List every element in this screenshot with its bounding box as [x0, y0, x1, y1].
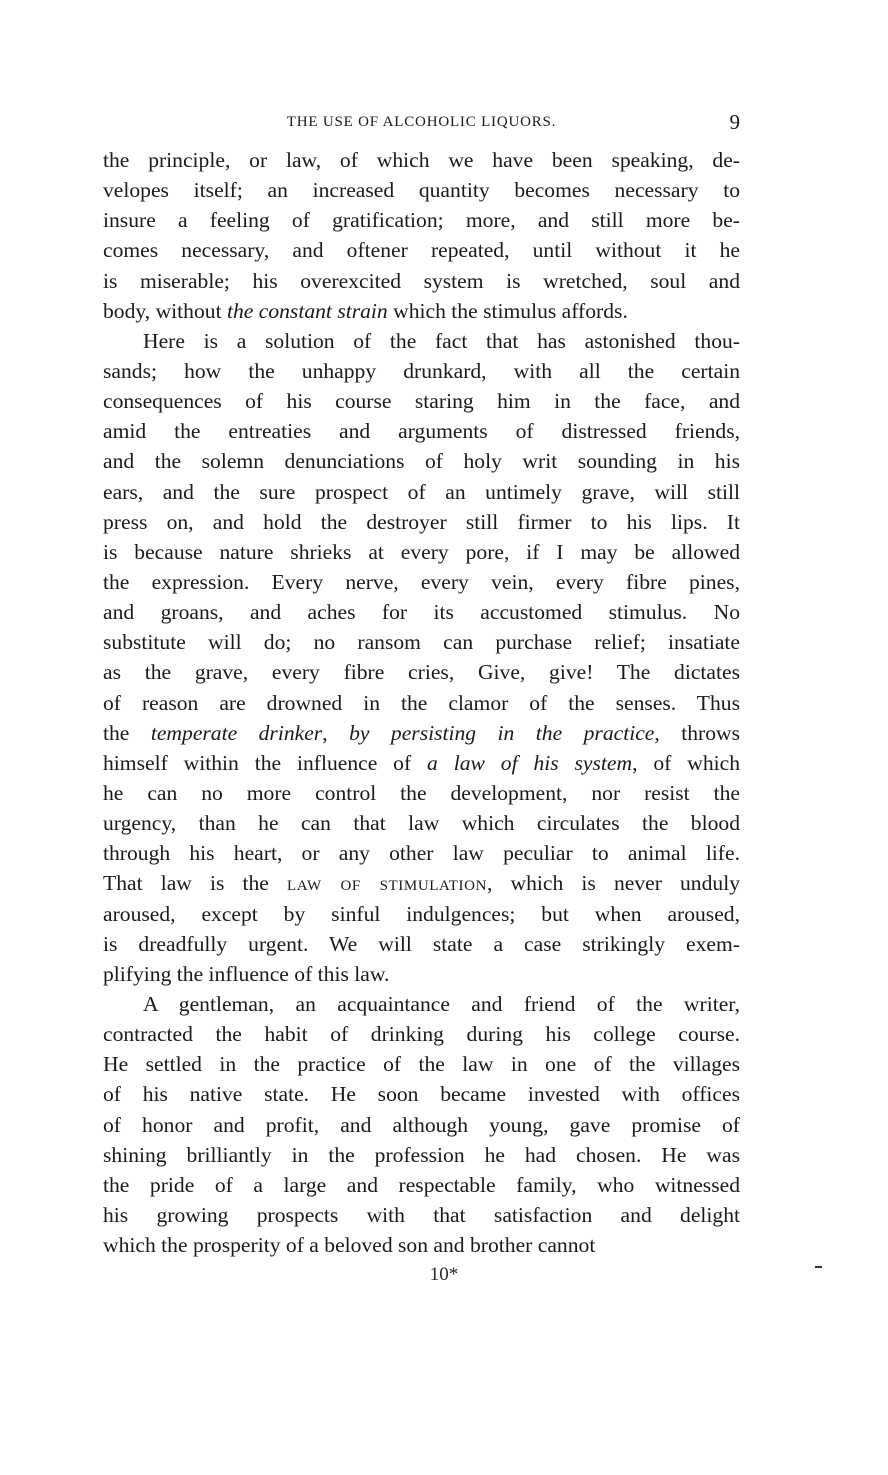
- text-line: [103, 235, 740, 265]
- text-run: press on, and hold the destroyer still firmer to his lips. It: [103, 509, 740, 534]
- text-run: amid the entreaties and arguments of distressed friends,: [103, 419, 740, 444]
- paragraph: [103, 145, 740, 326]
- text-run: insure a feeling of gratification; more, and still more be-: [103, 208, 740, 233]
- text-line: [103, 416, 740, 446]
- text-run: which the prosperity of a beloved son and brother cannot: [103, 1233, 596, 1258]
- text-line: [103, 296, 740, 326]
- text-line: [103, 808, 740, 838]
- text-run: sands; how the unhappy drunkard, with all the certain: [103, 358, 740, 383]
- text-line: [103, 567, 740, 597]
- text-line: [103, 899, 740, 929]
- paragraph: [103, 989, 740, 1260]
- text-line: [103, 597, 740, 627]
- text-run: is because nature shrieks at every pore, if I may be allowed: [103, 539, 740, 564]
- emphasis-text: a law of his system: [427, 750, 633, 775]
- text-line: [103, 446, 740, 476]
- text-run: That law is the: [103, 871, 288, 896]
- text-run: aroused, except by sinful indulgences; but when aroused,: [103, 901, 740, 926]
- text-line: [103, 145, 740, 175]
- text-run: substitute will do; no ransom can purchase relief; insatiate: [103, 630, 740, 655]
- text-line: [103, 989, 740, 1019]
- text-line: [103, 868, 740, 898]
- text-line: [103, 1049, 740, 1079]
- small-caps-text: law of stimulation: [287, 871, 488, 896]
- running-head: [103, 110, 740, 134]
- text-run: contracted the habit of drinking during his college course.: [103, 1022, 740, 1047]
- text-run: of his native state. He soon became invested with offices: [103, 1082, 740, 1107]
- text-run: his growing prospects with that satisfaction and delight: [103, 1202, 740, 1227]
- text-line: [103, 1019, 740, 1049]
- body-text: [103, 145, 740, 1260]
- text-line: [103, 929, 740, 959]
- text-run: comes necessary, and oftener repeated, until without it he: [103, 238, 740, 263]
- text-line: [103, 748, 740, 778]
- text-run: A gentleman, an acquaintance and friend of the writer,: [143, 991, 740, 1016]
- text-line: [103, 1170, 740, 1200]
- text-run: plifying the influence of this law.: [103, 961, 390, 986]
- text-run: the expression. Every nerve, every vein, every fibre pines,: [103, 569, 740, 594]
- text-run: the pride of a large and respectable family, who witnessed: [103, 1172, 740, 1197]
- text-run: as the grave, every fibre cries, Give, give! The dictates: [103, 660, 740, 685]
- text-line: [103, 778, 740, 808]
- text-run: he can no more control the development, nor resist the: [103, 780, 740, 805]
- text-run: body, without: [103, 298, 227, 323]
- emphasis-text: by persisting in the practice,: [349, 720, 660, 745]
- text-line: [103, 1140, 740, 1170]
- text-run: is miserable; his overexcited system is wretched, soul and: [103, 268, 740, 293]
- text-run: of reason are drowned in the clamor of the senses. Thus: [103, 690, 740, 715]
- signature-mark: 10*: [429, 1264, 459, 1285]
- text-line: [103, 386, 740, 416]
- text-line: [103, 1110, 740, 1140]
- text-run: the principle, or law, of which we have been speaking, de-: [103, 148, 740, 172]
- text-line: [103, 959, 740, 989]
- text-line: [103, 688, 740, 718]
- text-run: He settled in the practice of the law in one of the villages: [103, 1052, 740, 1077]
- text-line: [103, 1079, 740, 1109]
- running-title: THE USE OF ALCOHOLIC LIQUORS.: [286, 114, 557, 130]
- text-run: , which is never unduly: [487, 871, 740, 896]
- text-run: which the stimulus affords.: [387, 298, 628, 323]
- text-run: himself within the influence of: [103, 750, 428, 775]
- text-run: , of which: [632, 750, 740, 775]
- text-line: [103, 838, 740, 868]
- text-run: the: [103, 720, 151, 745]
- text-line: [103, 537, 740, 567]
- text-line: [103, 507, 740, 537]
- text-line: [103, 326, 740, 356]
- emphasis-text: temperate drinker: [150, 720, 323, 745]
- text-line: [103, 1230, 740, 1260]
- text-line: [103, 175, 740, 205]
- text-line: [103, 718, 740, 748]
- text-run: velopes itself; an increased quantity becomes necessary to: [103, 178, 740, 203]
- text-run: ,: [322, 720, 350, 745]
- text-line: [103, 657, 740, 687]
- stray-mark: [815, 1266, 822, 1268]
- text-run: and the solemn denunciations of holy writ sounding in his: [103, 449, 740, 474]
- text-run: shining brilliantly in the profession he had chosen. He was: [103, 1142, 740, 1167]
- text-line: [103, 627, 740, 657]
- text-line: [103, 205, 740, 235]
- page-number: 9: [729, 110, 740, 134]
- text-line: [103, 477, 740, 507]
- text-run: of honor and profit, and although young, gave promise of: [103, 1112, 740, 1137]
- text-run: Here is a solution of the fact that has astonished thou-: [143, 328, 740, 353]
- text-run: and groans, and aches for its accustomed stimulus. No: [103, 600, 740, 625]
- text-line: [103, 1200, 740, 1230]
- text-run: urgency, than he can that law which circulates the blood: [103, 811, 740, 836]
- text-run: through his heart, or any other law peculiar to animal life.: [103, 841, 740, 866]
- text-run: ears, and the sure prospect of an untimely grave, will still: [103, 479, 740, 504]
- text-run: throws: [659, 720, 741, 745]
- text-line: [103, 356, 740, 386]
- text-run: is dreadfully urgent. We will state a case strikingly exem-: [103, 931, 740, 956]
- text-line: [103, 266, 740, 296]
- text-run: consequences of his course staring him in the face, and: [103, 389, 740, 414]
- paragraph: [103, 326, 740, 989]
- emphasis-text: the constant strain: [226, 298, 388, 323]
